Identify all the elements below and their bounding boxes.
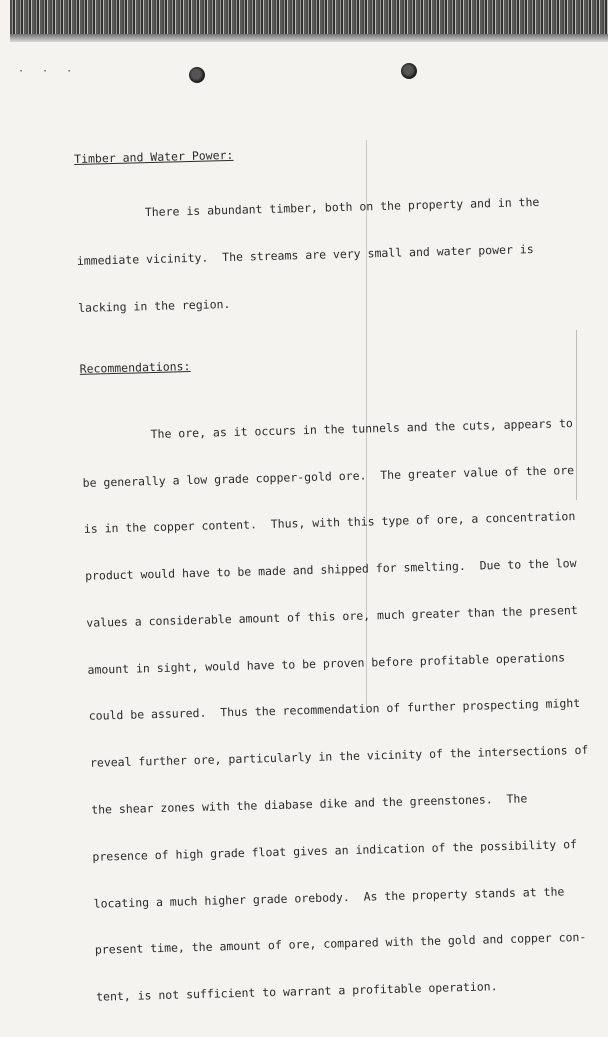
text-line: amount in sight, would have to be proven before profitable operations — [87, 649, 566, 677]
paragraph-timber — [75, 163, 559, 347]
text-line: presence of high grade float gives an indication of the possibility of — [92, 836, 578, 864]
text-line: There is abundant timber, both on the property and in the — [75, 195, 540, 222]
text-line: locating a much higher grade orebody. As the property stands at the — [93, 883, 565, 911]
page-edge-mark — [576, 330, 577, 500]
text-line: present time, the amount of ore, compared with the gold and copper con- — [94, 930, 587, 958]
text-line: tent, is not sufficient to warrant a profitable operation. — [95, 979, 498, 1004]
text-line: values a considerable amount of this ore, much greater than the present — [86, 602, 578, 630]
text-line: lacking in the region. — [77, 296, 231, 315]
text-line: immediate vicinity. The streams are very small and water power is — [76, 241, 534, 268]
punch-hole-right — [401, 63, 417, 79]
text-line: could be assured. Thus the recommendation of further prospecting might — [88, 696, 581, 724]
section-heading-timber: Timber and Water Power: — [74, 147, 234, 166]
text-line: be generally a low grade copper-gold ore. The greater value of the ore — [82, 462, 575, 490]
paragraph-recommendations — [80, 385, 589, 1037]
scan-speckles: · · · — [18, 66, 79, 77]
document-body — [74, 139, 589, 1036]
text-line: the shear zones with the diabase dike and the greenstones. The — [91, 791, 528, 817]
text-line: is in the copper content. Thus, with this type of ore, a concentration — [83, 509, 576, 537]
punch-hole-left — [189, 67, 205, 83]
text-line: product would have to be made and shipped for smelting. Due to the low — [84, 556, 577, 583]
section-heading-recommendations: Recommendations: — [79, 358, 191, 376]
text-line: reveal further ore, particularly in the vicinity of the intersections of — [89, 742, 589, 770]
text-line: The ore, as it occurs in the tunnels and the cuts, appears to — [81, 415, 574, 443]
scan-edge-band — [10, 0, 608, 42]
